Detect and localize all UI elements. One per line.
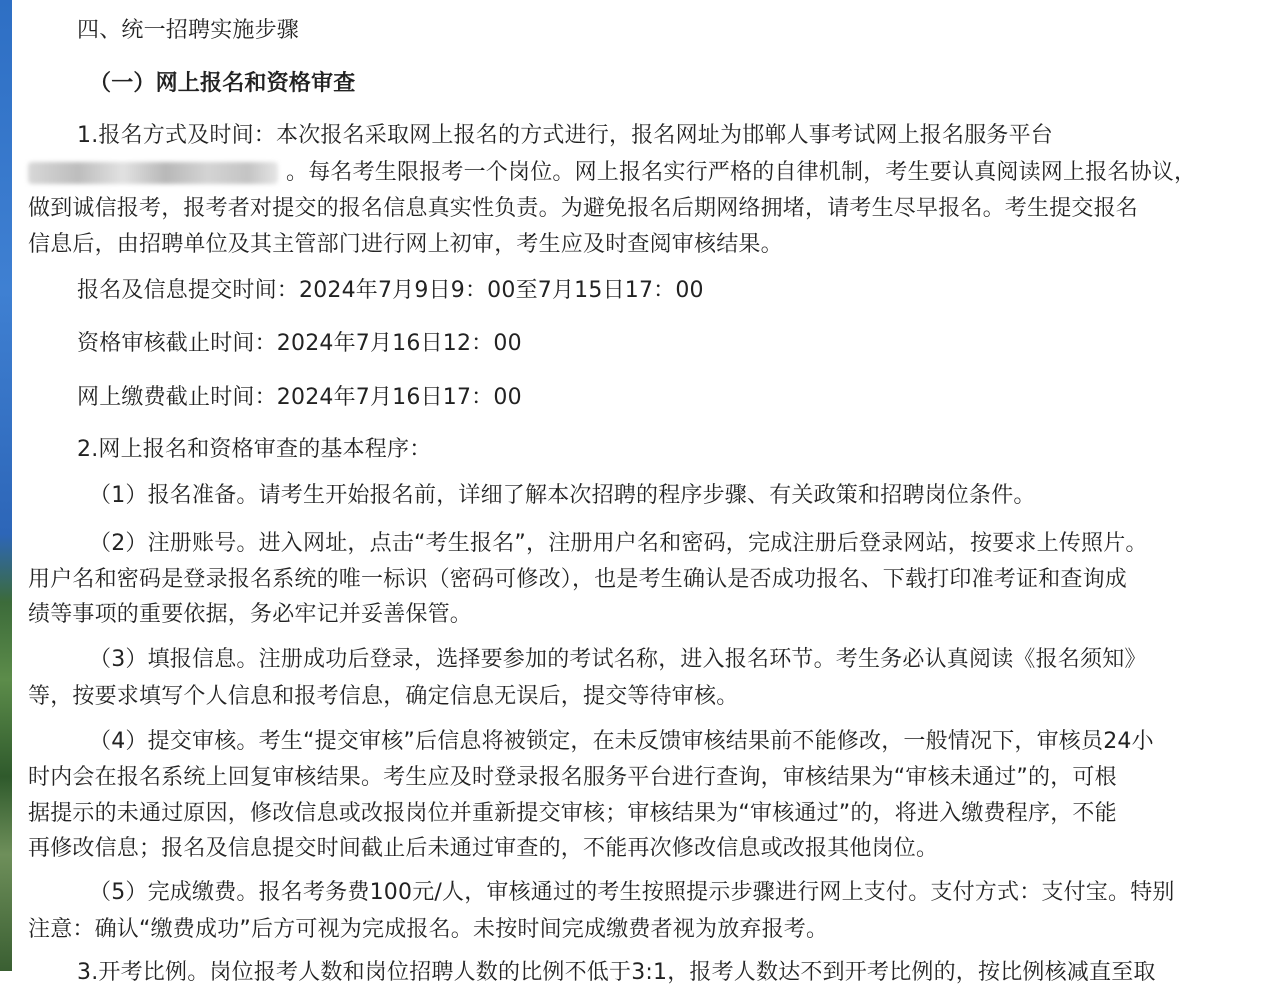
paragraph-line: 1.报名方式及时间：本次报名采取网上报名的方式进行，报名网址为邯郸人事考试网上报名服务平台	[77, 123, 1053, 148]
paragraph-text: 。每名考生限报考一个岗位。网上报名实行严格的自律机制，考生要认真阅读网上报名协议，	[286, 160, 1197, 185]
procedure-title: 2.网上报名和资格审查的基本程序：	[77, 437, 432, 462]
document-body	[28, 0, 1268, 985]
redacted-url	[28, 162, 278, 184]
submission-time: 报名及信息提交时间：2024年7月9日9：00至7月15日17：00	[77, 278, 704, 303]
window-edge-strip	[0, 0, 12, 971]
section-heading: 四、统一招聘实施步骤	[77, 18, 300, 43]
paragraph-line: 等，按要求填写个人信息和报考信息，确定信息无误后，提交等待审核。	[28, 684, 739, 709]
paragraph-line	[28, 156, 1196, 190]
step-fill-info: （3）填报信息。注册成功后登录，选择要参加的考试名称，进入报名环节。考生务必认真阅读《报名须知》	[89, 647, 1147, 672]
paragraph-line: 做到诚信报考，报考者对提交的报名信息真实性负责。为避免报名后期网络拥堵，请考生尽早报名。考生提交报名	[28, 196, 1139, 221]
paragraph-line: 注意：确认“缴费成功”后方可视为完成报名。未按时间完成缴费者视为放弃报考。	[28, 917, 829, 942]
paragraph-line: 据提示的未通过原因，修改信息或改报岗位并重新提交审核；审核结果为“审核通过”的，将进入缴费程序，不能	[28, 801, 1117, 826]
step-submit-review: （4）提交审核。考生“提交审核”后信息将被锁定，在未反馈审核结果前不能修改，一般情况下，审核员24小	[89, 729, 1154, 754]
subsection-heading: （一）网上报名和资格审查	[89, 71, 356, 96]
partial-paragraph-line: 3.开考比例。岗位报考人数和岗位招聘人数的比例不低于3:1，报考人数达不到开考比例的，按比例核减直至取	[77, 960, 1156, 985]
step-preparation: （1）报名准备。请考生开始报名前，详细了解本次招聘的程序步骤、有关政策和招聘岗位条件。	[89, 483, 1036, 508]
step-payment: （5）完成缴费。报名考务费100元/人，审核通过的考生按照提示步骤进行网上支付。支付方式：支付宝。特别	[89, 880, 1175, 905]
review-deadline: 资格审核截止时间：2024年7月16日12：00	[77, 331, 522, 356]
paragraph-line: 时内会在报名系统上回复审核结果。考生应及时登录报名服务平台进行查询，审核结果为“审核未通过”的，可根	[28, 765, 1117, 790]
paragraph-line: 用户名和密码是登录报名系统的唯一标识（密码可修改），也是考生确认是否成功报名、下载打印准考证和查询成	[28, 567, 1128, 592]
step-register: （2）注册账号。进入网址，点击“考生报名”，注册用户名和密码，完成注册后登录网站，按要求上传照片。	[89, 531, 1148, 556]
paragraph-line: 绩等事项的重要依据，务必牢记并妥善保管。	[28, 602, 473, 627]
paragraph-line: 信息后，由招聘单位及其主管部门进行网上初审，考生应及时查阅审核结果。	[28, 232, 783, 257]
payment-deadline: 网上缴费截止时间：2024年7月16日17：00	[77, 385, 522, 410]
paragraph-line: 再修改信息；报名及信息提交时间截止后未通过审查的，不能再次修改信息或改报其他岗位。	[28, 836, 939, 861]
